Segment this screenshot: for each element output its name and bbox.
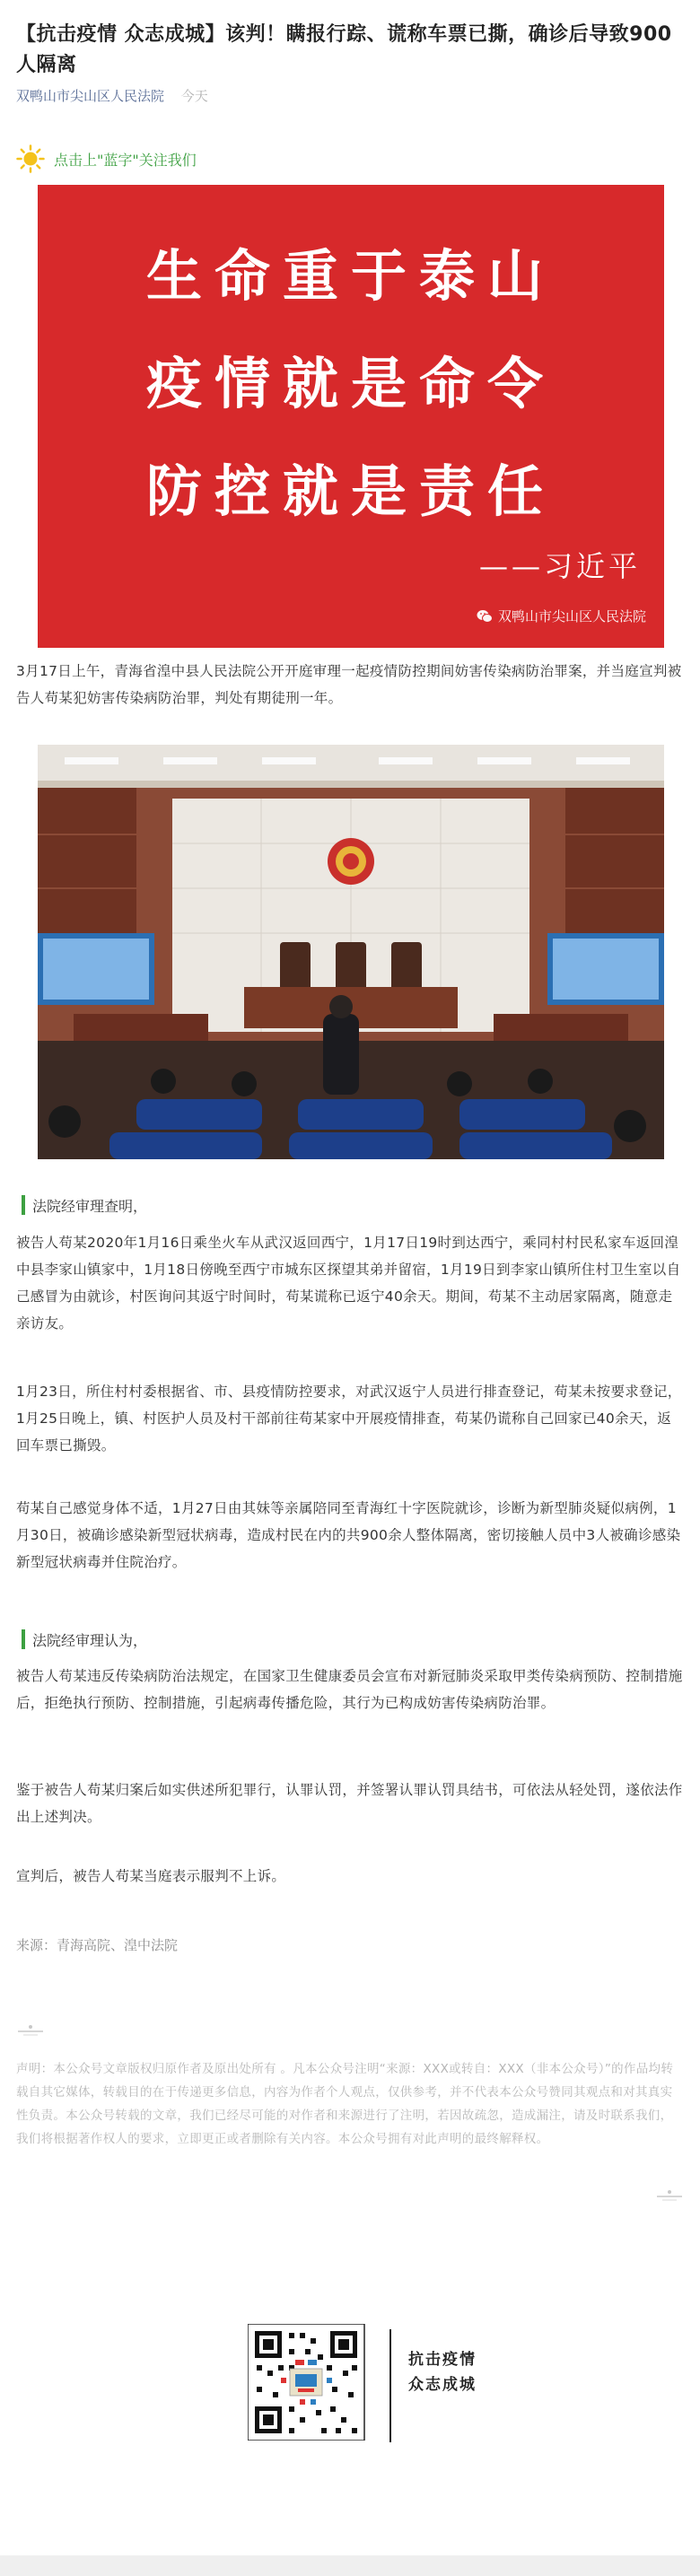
article-title: 【抗击疫情 众志成城】该判！瞒报行踪、谎称车票已撕，确诊后导致900人隔离 bbox=[16, 23, 672, 76]
account-name-link[interactable]: 双鸭山市尖山区人民法院 bbox=[16, 88, 165, 104]
banner-line-2: 疫情就是命令 bbox=[145, 351, 556, 416]
accent-bar bbox=[22, 1195, 25, 1215]
publish-date: 今天 bbox=[180, 88, 208, 104]
disclaimer-text: 声明：本公众号文章版权归原作者及原出处所有 。凡本公众号注明“来源：XXX或转自：XXX（非本公众号）”的作品均转载自其它媒体，转载目的在于传递更多信息，内容为作者个人观点，仅供参考，并不代表本公众号赞同其观点和对其真实性负责。本公众号转载的文章，我们已经尽可能的对作者和来源进行了注明，若因故疏忽，造成漏注，请及时联系我们，我们将根据著作权人的要求，立即更正或者删除有关内容。本公众号拥有对此声明的最终解释权。 bbox=[16, 2062, 674, 2146]
facts-paragraph-1: 被告人苟某2020年1月16日乘坐火车从武汉返回西宁，1月17日19时到达西宁，乘同村村民私家车返回湟中县李家山镇家中，1月18日傍晚至西宁市城东区探望其弟并留宿，1月19日到李家山镇所住村卫生室以自己感冒为由就诊，村医询问其返宁时间时，苟某谎称已返宁40余天。期间，苟某不主动居家隔离，随意走亲访友。 bbox=[16, 1235, 681, 1332]
article-meta bbox=[16, 86, 208, 105]
qr-code-icon bbox=[248, 2324, 368, 2441]
courtroom-photo bbox=[38, 745, 664, 1159]
article-source: 来源：青海高院、湟中法院 bbox=[16, 1937, 179, 1953]
qr-divider bbox=[389, 2329, 391, 2442]
slogan-banner bbox=[38, 185, 664, 648]
campaign-line-1: 抗击疫情 bbox=[408, 2351, 477, 2369]
accent-bar bbox=[22, 1629, 25, 1649]
campaign-slogan bbox=[408, 2347, 477, 2397]
decorative-mark-icon bbox=[16, 2022, 45, 2040]
ruling-paragraph-3: 宣判后，被告人苟某当庭表示服判不上诉。 bbox=[16, 1868, 286, 1884]
banner-line-3: 防控就是责任 bbox=[145, 458, 556, 524]
wechat-icon bbox=[477, 609, 493, 624]
qr-code[interactable] bbox=[248, 2324, 391, 2441]
facts-paragraph-2: 1月23日，所住村村委根据省、市、县疫情防控要求，对武汉返宁人员进行排查登记，苟某未按要求登记，1月25日晚上，镇、村医护人员及村干部前往苟某家中开展疫情排查，苟某仍谎称自己回家已40余天，返回车票已撕毁。 bbox=[16, 1384, 682, 1454]
banner-watermark bbox=[477, 607, 646, 625]
ruling-paragraph-2: 鉴于被告人苟某归案后如实供述所犯罪行，认罪认罚，并签署认罪认罚具结书，可依法从轻处罚，遂依法作出上述判决。 bbox=[16, 1782, 683, 1825]
facts-paragraph-3: 苟某自己感觉身体不适，1月27日由其妹等亲属陪同至青海红十字医院就诊，诊断为新型肺炎疑似病例，1月30日，被确诊感染新型冠状病毒，造成村民在内的共900余人整体隔离，密切接触人员中3人被确诊感染新型冠状病毒并住院治疗。 bbox=[16, 1500, 681, 1570]
decorative-mark-icon bbox=[655, 2187, 684, 2205]
ruling-heading bbox=[22, 1626, 147, 1653]
ruling-paragraph-1: 被告人苟某违反传染病防治法规定，在国家卫生健康委员会宣布对新冠肺炎采取甲类传染病预防、控制措施后，拒绝执行预防、控制措施，引起病毒传播危险，其行为已构成妨害传染病防治罪。 bbox=[16, 1668, 683, 1711]
courtroom-illustration bbox=[38, 745, 664, 1159]
banner-signature: ——习近平 bbox=[478, 549, 641, 583]
follow-prompt-text: 点击上"蓝字"关注我们 bbox=[54, 151, 197, 169]
sun-icon bbox=[16, 144, 45, 173]
bottom-toolbar-strip bbox=[0, 2555, 700, 2576]
intro-paragraph: 3月17日上午，青海省湟中县人民法院公开开庭审理一起疫情防控期间妨害传染病防治罪案，并当庭宣判被告人苟某犯妨害传染病防治罪，判处有期徒刑一年。 bbox=[16, 663, 682, 706]
follow-prompt[interactable] bbox=[16, 144, 197, 174]
facts-heading-text: 法院经审理查明， bbox=[32, 1197, 148, 1215]
ruling-heading-text: 法院经审理认为， bbox=[32, 1631, 148, 1649]
campaign-line-2: 众志成城 bbox=[408, 2376, 477, 2394]
banner-watermark-text: 双鸭山市尖山区人民法院 bbox=[497, 608, 646, 624]
facts-heading bbox=[22, 1192, 147, 1218]
banner-line-1: 生命重于泰山 bbox=[145, 243, 556, 309]
